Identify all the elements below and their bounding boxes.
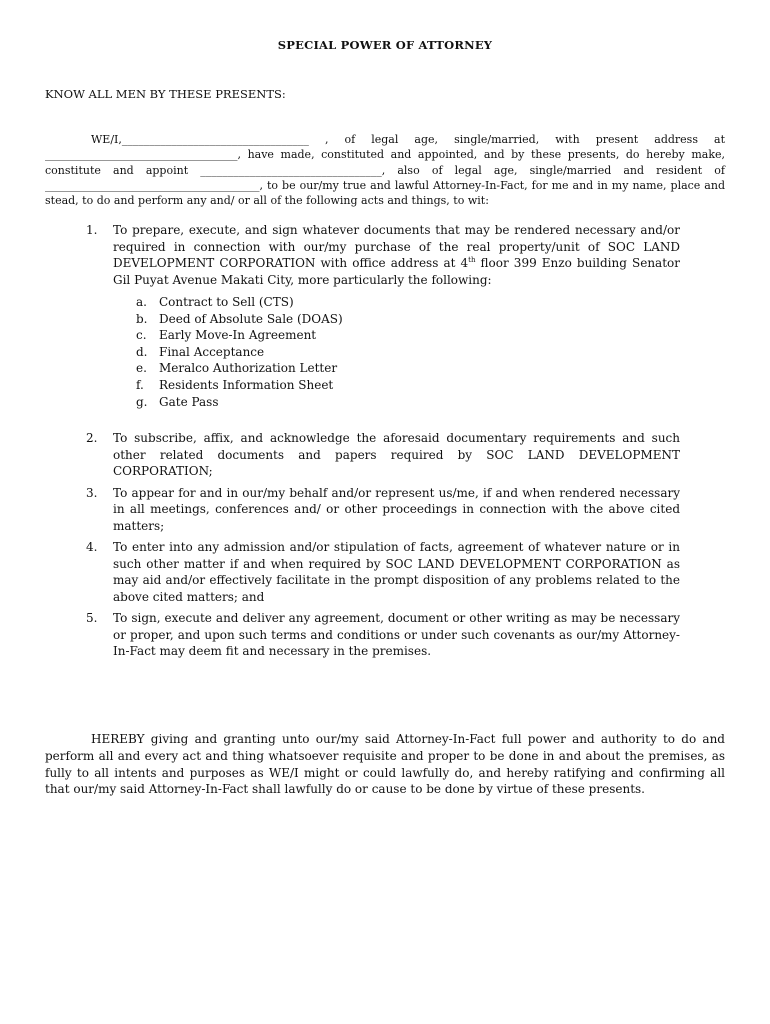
item-text: To appear for and in our/my behalf and/or represent us/me, if and when rendered necessary in all meetings, conferences and/ or other proceedings in connection with the above cited matters; xyxy=(113,485,680,533)
closing-paragraph xyxy=(45,731,725,798)
sub-letter: a. xyxy=(136,295,147,309)
sub-letter: e. xyxy=(136,361,147,376)
sub-text: Gate Pass xyxy=(159,394,219,409)
item-number: 3. xyxy=(86,485,98,500)
sublist-item xyxy=(133,327,680,344)
list-item xyxy=(86,485,680,535)
sub-text: Contract to Sell (CTS) xyxy=(159,295,294,309)
documents-sublist xyxy=(113,294,680,410)
sub-text: Final Acceptance xyxy=(159,344,265,359)
item-text-continued: floor 399 Enzo building Senator Gil Puyat Avenue Makati City, more particularly the following: xyxy=(113,256,680,287)
item-number: 1. xyxy=(86,223,98,237)
opening-paragraph xyxy=(45,132,725,208)
sublist-item xyxy=(133,394,680,411)
list-item xyxy=(86,610,680,660)
list-item xyxy=(86,539,680,605)
sublist-item xyxy=(133,377,680,394)
sub-letter: g. xyxy=(136,394,148,409)
powers-list xyxy=(86,222,680,660)
item-number: 4. xyxy=(86,540,98,555)
list-item xyxy=(86,430,680,480)
item-number: 2. xyxy=(86,431,98,446)
item-text: To enter into any admission and/or stipulation of facts, agreement of whatever nature or in such other matter if and when required by SOC LAND DEVELOPMENT CORPORATION as may aid and/or effectively facilitate in the prompt disposition of any problems related to the above cited matters; and xyxy=(113,540,680,604)
item-text: To sign, execute and deliver any agreement, document or other writing as may be necessary or proper, and upon such terms and conditions or under such covenants as our/my Attorney-In-Fact may deem fit and necessary in the premises. xyxy=(113,611,680,659)
item-number: 5. xyxy=(86,611,98,626)
list-item xyxy=(86,222,680,410)
sub-letter: b. xyxy=(136,311,148,326)
know-all-heading: KNOW ALL MEN BY THESE PRESENTS: xyxy=(45,87,286,101)
sublist-item xyxy=(133,344,680,361)
item-text: To prepare, execute, and sign whatever documents that may be rendered necessary and/or required in connection with our/my purchase of the real property/unit of SOC LAND DEVELOPMENT CORPORATION with office address at 4 xyxy=(113,223,680,270)
sub-letter: f. xyxy=(136,377,144,392)
sub-letter: d. xyxy=(136,344,148,359)
closing-text: HEREBY giving and granting unto our/my said Attorney-In-Fact full power and authority to do and perform all and every act and thing whatsoever requisite and proper to be done in and about the premises, as fully to all intents and purposes as WE/I might or could lawfully do, and hereby ratifying and confirming all that our/my said Attorney-In-Fact shall lawfully do or cause to be done by virtue of these presents. xyxy=(45,732,725,797)
opening-text: WE/I,__________________________________ , of legal age, single/married, with present address at ___________________________________, have made, constituted and appointed, and by these presents, do hereby make, constitute and appoint _________________________________, also of legal age, single/married and resident of _______________________________________, to be our/my true and lawful Attorney-In-Fact, for me and in my name, place and stead, to do and perform any and/ or all of the following acts and things, to wit: xyxy=(45,133,725,208)
sub-letter: c. xyxy=(136,328,147,343)
sublist-item xyxy=(133,294,680,311)
sub-text: Early Move-In Agreement xyxy=(159,328,317,343)
item-text: To subscribe, affix, and acknowledge the aforesaid documentary requirements and such other related documents and papers required by SOC LAND DEVELOPMENT CORPORATION; xyxy=(113,431,680,479)
sub-text: Deed of Absolute Sale (DOAS) xyxy=(159,311,343,326)
sublist-item xyxy=(133,360,680,377)
document-title: SPECIAL POWER OF ATTORNEY xyxy=(277,38,493,52)
sublist-item xyxy=(133,311,680,328)
ordinal-suffix: th xyxy=(468,256,476,264)
sub-text: Residents Information Sheet xyxy=(159,377,334,392)
sub-text: Meralco Authorization Letter xyxy=(159,361,338,376)
